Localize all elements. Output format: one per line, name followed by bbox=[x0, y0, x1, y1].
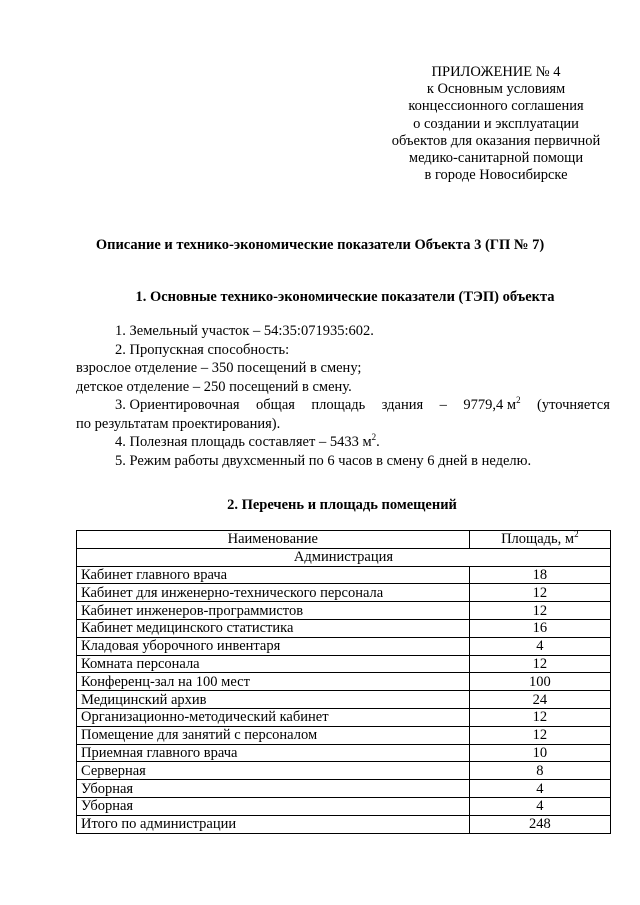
room-name: Уборная bbox=[77, 780, 470, 798]
table-row bbox=[77, 726, 611, 744]
room-area: 4 bbox=[469, 797, 610, 815]
room-name: Кабинет инженеров-программистов bbox=[77, 602, 470, 620]
table-row bbox=[77, 584, 611, 602]
section-2-heading: 2. Перечень и площадь помещений bbox=[227, 497, 457, 513]
total-label: Итого по администрации bbox=[77, 815, 470, 833]
useful-area-end: . bbox=[376, 434, 380, 450]
word: – bbox=[439, 397, 447, 413]
table-row bbox=[77, 762, 611, 780]
appendix-line: ПРИЛОЖЕНИЕ № 4 bbox=[431, 64, 561, 80]
appendix-line: концессионного соглашения bbox=[408, 98, 584, 115]
tep-capacity-child: детское отделение – 250 посещений в смену. bbox=[76, 378, 352, 395]
table-row bbox=[77, 708, 611, 726]
section-1-heading: 1. Основные технико-экономические показатели (ТЭП) объекта bbox=[135, 289, 555, 305]
room-area: 24 bbox=[469, 691, 610, 709]
tep-item-area bbox=[76, 396, 610, 415]
table-row bbox=[77, 797, 611, 815]
total-area: 248 bbox=[469, 815, 610, 833]
table-row bbox=[77, 655, 611, 673]
room-name: Кабинет для инженерно-технического персонала bbox=[77, 584, 470, 602]
useful-area-text: 4. Полезная площадь составляет – 5433 м bbox=[115, 434, 372, 450]
word: (уточняется bbox=[537, 397, 610, 413]
col-header-name: Наименование bbox=[77, 531, 470, 549]
col-header-area-text: Площадь, м bbox=[501, 531, 575, 548]
room-area: 12 bbox=[469, 584, 610, 602]
word: здания bbox=[381, 397, 424, 413]
room-area: 16 bbox=[469, 619, 610, 637]
table-row bbox=[77, 602, 611, 620]
room-area: 10 bbox=[469, 744, 610, 762]
appendix-header bbox=[372, 64, 620, 184]
area-value bbox=[463, 396, 520, 415]
tep-item-capacity: 2. Пропускная способность: bbox=[115, 341, 290, 358]
room-area: 100 bbox=[469, 673, 610, 691]
table-row bbox=[77, 619, 611, 637]
room-area: 12 bbox=[469, 708, 610, 726]
room-name: Уборная bbox=[77, 797, 470, 815]
tep-item-land: 1. Земельный участок – 54:35:071935:602. bbox=[115, 323, 374, 339]
useful-area-sup: 2 bbox=[371, 432, 377, 442]
room-area: 4 bbox=[469, 780, 610, 798]
room-name: Кабинет главного врача bbox=[77, 566, 470, 584]
appendix-line: в городе Новосибирске bbox=[424, 167, 568, 184]
rooms-table bbox=[76, 530, 611, 834]
table-group-row bbox=[77, 548, 611, 566]
table-row bbox=[77, 566, 611, 584]
room-name: Комната персонала bbox=[77, 655, 470, 673]
area-unit-sup: 2 bbox=[516, 395, 521, 405]
table-row bbox=[77, 691, 611, 709]
room-area: 12 bbox=[469, 602, 610, 620]
word: площадь bbox=[311, 397, 366, 413]
tep-item-useful-area bbox=[76, 433, 610, 452]
table-total-row bbox=[77, 815, 611, 833]
group-label: Администрация bbox=[77, 548, 611, 566]
appendix-line: объектов для оказания первичной bbox=[391, 132, 601, 149]
room-area: 12 bbox=[469, 726, 610, 744]
table-row bbox=[77, 780, 611, 798]
col-header-area bbox=[469, 531, 610, 549]
tep-list bbox=[76, 322, 610, 470]
room-name: Кабинет медицинского статистика bbox=[77, 619, 470, 637]
word: общая bbox=[256, 397, 295, 413]
room-name: Медицинский архив bbox=[77, 691, 470, 709]
col-header-area-sup: 2 bbox=[574, 529, 579, 540]
table-row bbox=[77, 744, 611, 762]
room-area: 18 bbox=[469, 566, 610, 584]
area-number: 9779,4 м bbox=[463, 397, 517, 413]
tep-item-schedule: 5. Режим работы двухсменный по 6 часов в смену 6 дней в неделю. bbox=[115, 452, 532, 469]
tep-capacity-adult: взрослое отделение – 350 посещений в смену; bbox=[76, 360, 362, 376]
appendix-line: медико-санитарной помощи bbox=[408, 150, 584, 167]
room-area: 12 bbox=[469, 655, 610, 673]
appendix-line: о создании и эксплуатации bbox=[413, 115, 579, 132]
room-area: 8 bbox=[469, 762, 610, 780]
room-name: Серверная bbox=[77, 762, 470, 780]
word: 3. Ориентировочная bbox=[115, 397, 240, 413]
tep-item-area-cont: по результатам проектирования). bbox=[76, 415, 281, 432]
room-area: 4 bbox=[469, 637, 610, 655]
document-title: Описание и технико-экономические показатели Объекта 3 (ГП № 7) bbox=[95, 237, 545, 253]
table-row bbox=[77, 673, 611, 691]
room-name: Приемная главного врача bbox=[77, 744, 470, 762]
room-name: Помещение для занятий с персоналом bbox=[77, 726, 470, 744]
room-name: Конференц-зал на 100 мест bbox=[77, 673, 470, 691]
room-name: Кладовая уборочного инвентаря bbox=[77, 637, 470, 655]
appendix-line: к Основным условиям bbox=[426, 81, 566, 98]
room-name: Организационно-методический кабинет bbox=[77, 708, 470, 726]
table-header-row bbox=[77, 531, 611, 549]
table-row bbox=[77, 637, 611, 655]
